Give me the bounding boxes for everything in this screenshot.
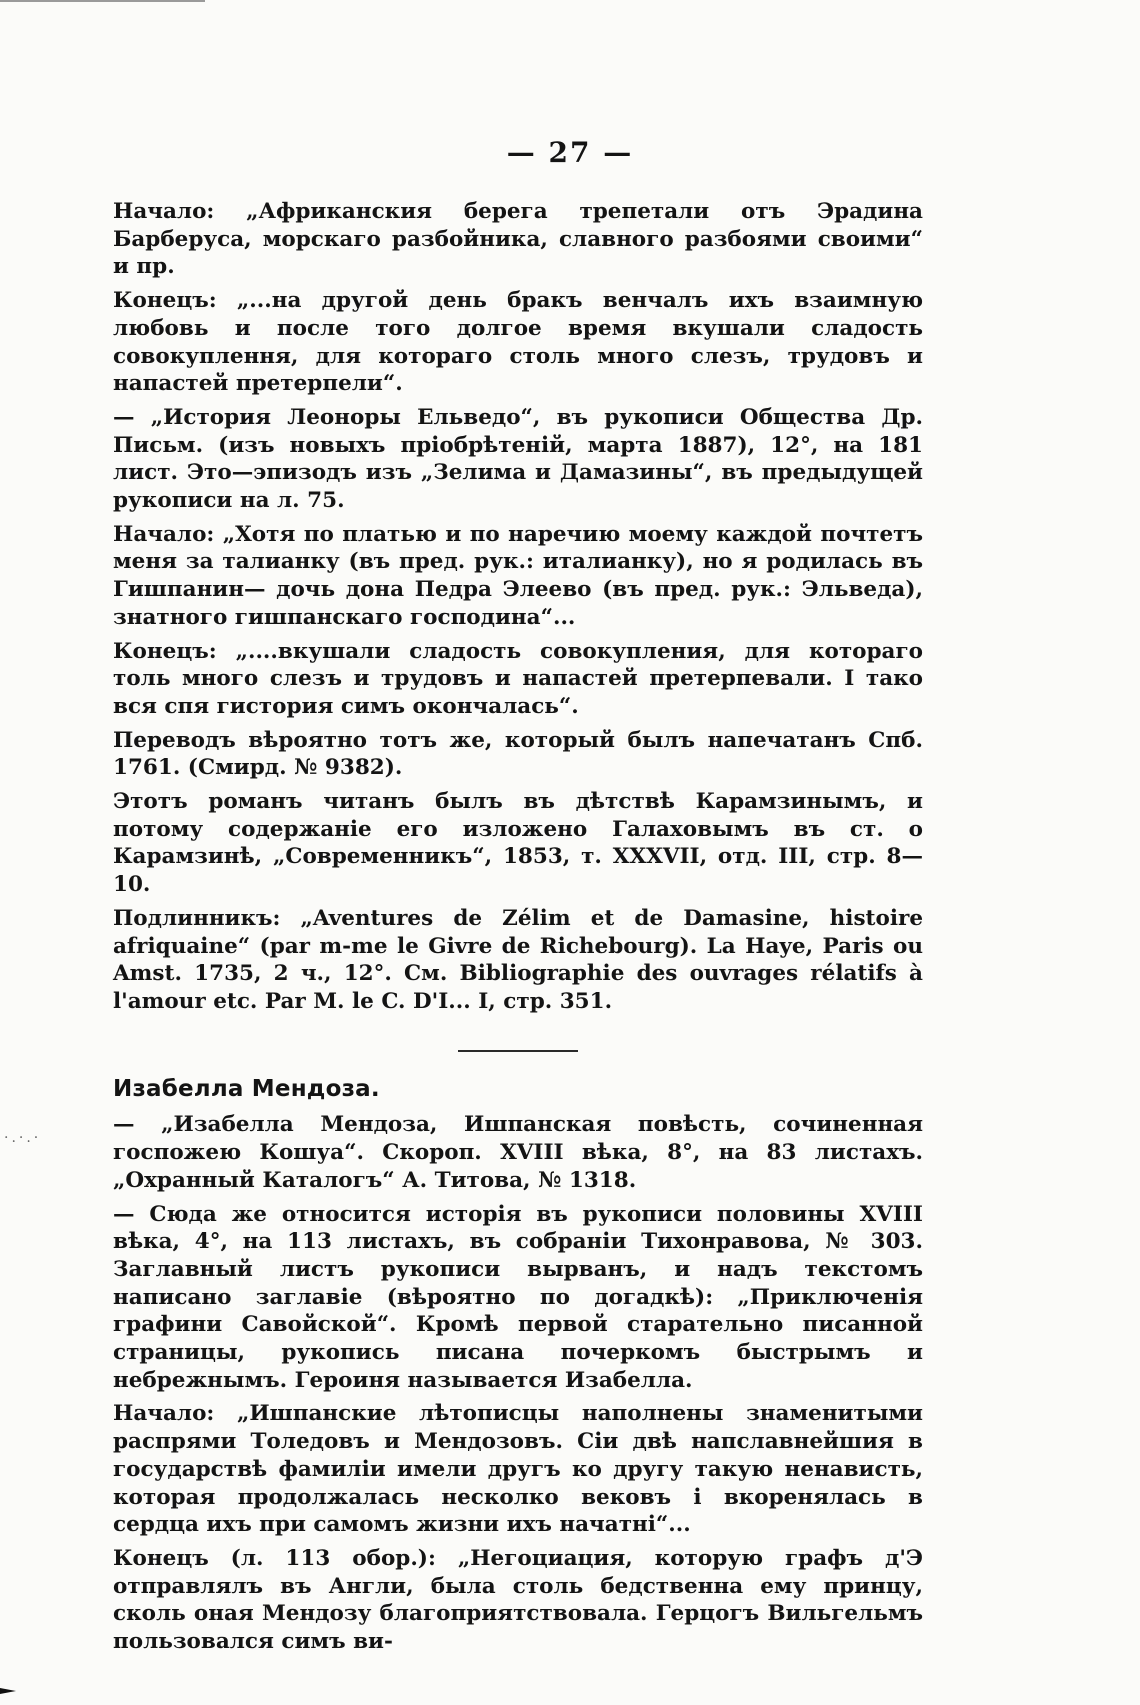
margin-specks: ·.·.· [4,1130,42,1146]
paragraph-incipit-2: Начало: „Хотя по платью и по наречию моему каждой почтетъ меня за талианку (въ пред. рук.: италианку), но я родилась въ Гишпанин— дочь дона Педра Элеево (въ пред. рук.: Эльведа), знатного гишпанскаго господина“... [113,521,923,630]
page-number: — 27 — [506,136,634,169]
page-edge-mark [0,1688,16,1694]
paragraph-leonora-entry: — „История Леоноры Ельведо“, въ рукописи Общества Др. Письм. (изъ новыхъ пріобрѣтеній, марта 1887), 12°, на 181 лист. Это—эпизодъ изъ „Зелима и Дамазины“, въ предыдущей рукописи на л. 75. [113,404,923,514]
paragraph-explicit-3: Конецъ (л. 113 обор.): „Негоциация, которую графъ д'Э отправлялъ въ Англи, была столь бедственна ему принцу, сколь оная Мендозу благоприятствовала. Герцогъ Вильгельмъ пользовался симъ ви- [113,1545,923,1655]
section-divider [458,1050,578,1052]
paragraph-karamzin-note: Этотъ романъ читанъ былъ въ дѣтствѣ Карамзинымъ, и потому содержаніе его изложено Галаховымъ въ ст. о Карамзинѣ, „Современникъ“, 1853, т. XXXVII, отд. III, стр. 8—10. [113,789,923,898]
paragraph-explicit-1: Конецъ: „...на другой день бракъ венчалъ ихъ взаимную любовь и после того долгое время вкушали сладость совокуплення, для котораго столь много слезъ, трудовъ и напастей претерпели“. [113,288,923,397]
paragraph-isabella-entry: — „Изабелла Мендоза, Ишпанская повѣсть, сочиненная госпожею Кошуа“. Скороп. XVIII вѣка, 8°, на 83 листахъ. „Охранный Каталогъ“ А. Титова, № 1318. [113,1112,923,1193]
paragraph-incipit-3: Начало: „Ишпанские лѣтописцы наполнены знаменитыми распрями Толедовъ и Мендозовъ. Сіи двѣ напславнейшия в государствѣ фамиліи имели другъ ко другу такую ненависть, которая продолжалась несколко вековъ і вкоренялась в сердца ихъ при самомъ жизни ихъ начатні“... [113,1401,923,1538]
main-text-block [113,198,923,1662]
paragraph-original-source: Подлинникъ: „Aventures de Zélim et de Damasine, histoire afriquaine“ (par m-me le Givre de Richebourg). La Haye, Paris ou Amst. 1735, 2 ч., 12°. См. Bibliographie des ouvrages rélatifs à l'amour etc. Par M. le C. D'I... I, стр. 351. [113,905,923,1014]
paragraph-incipit-1: Начало: „Африканския берега трепетали отъ Эрадина Барберуса, морскаго разбойника, славного разбоями своими“ и пр. [113,199,923,280]
paragraph-tikhonravov-manuscript: — Сюда же относится исторія въ рукописи половины XVIII вѣка, 4°, на 113 листахъ, въ собраніи Тихонравова, № 303. Заглавный листъ рукописи вырванъ, и надъ текстомъ написано заглавіе (вѣроятно по догадкѣ): „Приключенія графини Савойской“. Кромѣ первой старательно писанной страницы, рукопись писана почеркомъ быстрымъ и небрежнымъ. Героиня называется Изабелла. [113,1201,923,1393]
top-edge-rule [0,0,205,2]
paragraph-explicit-2: Конецъ: „....вкушали сладость совокупления, для котораго толь много слезъ и трудовъ и напастей претерпевали. І тако вся спя гистория симъ окончалась“. [113,638,923,719]
section-title: Изабелла Мендоза. [113,1075,380,1102]
paragraph-translation-note: Переводъ вѣроятно тотъ же, который былъ напечатанъ Спб. 1761. (Смирд. № 9382). [113,727,923,781]
